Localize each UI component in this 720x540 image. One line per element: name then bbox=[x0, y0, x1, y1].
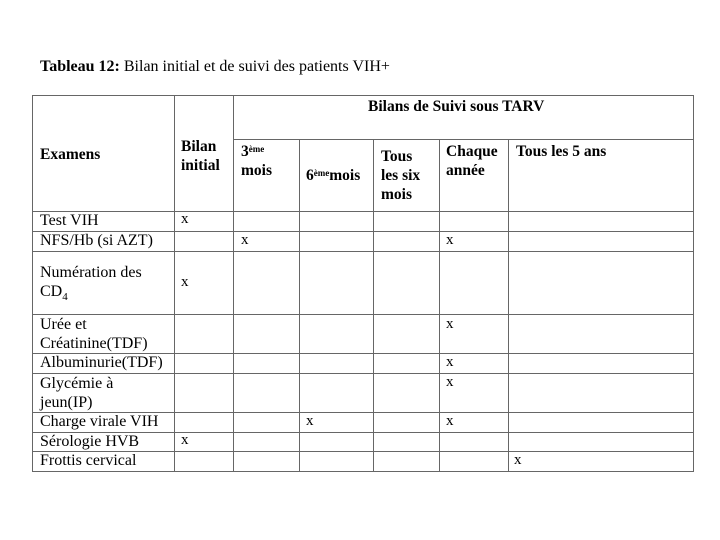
mark-x: x bbox=[446, 374, 454, 390]
yearly-header: Chaque année bbox=[446, 143, 498, 179]
grid-line bbox=[32, 373, 694, 374]
grid-line bbox=[32, 471, 694, 472]
grid-line bbox=[32, 251, 694, 252]
grid-line bbox=[373, 139, 374, 472]
grid-line bbox=[32, 95, 33, 472]
exam-name: Frottis cervical bbox=[40, 452, 137, 469]
mark-x: x bbox=[306, 413, 314, 429]
mark-x: x bbox=[181, 211, 189, 227]
caption-text: Bilan initial et de suivi des patients VIH+ bbox=[119, 58, 390, 75]
exam-name: Albuminurie(TDF) bbox=[40, 354, 163, 371]
exam-name: NFS/Hb (si AZT) bbox=[40, 232, 153, 249]
examens-header: Examens bbox=[40, 146, 101, 163]
exam-name: Charge virale VIH bbox=[40, 413, 159, 430]
mark-x: x bbox=[181, 432, 189, 448]
exam-name: Sérologie HVB bbox=[40, 433, 140, 450]
grid-line bbox=[439, 139, 440, 472]
grid-line bbox=[508, 139, 509, 472]
grid-line bbox=[233, 95, 234, 472]
mark-x: x bbox=[446, 354, 454, 370]
group-header: Bilans de Suivi sous TARV bbox=[368, 98, 545, 115]
mark-x: x bbox=[446, 232, 454, 248]
exam-name: Glycémie à jeun(IP) bbox=[40, 375, 114, 411]
month6-header: 6èmemois bbox=[306, 167, 361, 184]
exam-name: Numération des $CD_4$ bbox=[40, 264, 142, 303]
month3-header: 3ème mois bbox=[241, 143, 272, 179]
grid-line bbox=[174, 95, 175, 472]
grid-line bbox=[233, 139, 694, 140]
grid-line bbox=[32, 95, 694, 96]
table-caption bbox=[40, 58, 390, 76]
mark-x: x bbox=[446, 316, 454, 332]
bilan-initial-header: Bilan initial bbox=[181, 138, 220, 174]
mark-x: x bbox=[446, 413, 454, 429]
exam-name: Test VIH bbox=[40, 212, 99, 229]
mark-x: x bbox=[514, 452, 522, 468]
five-years-header: Tous les 5 ans bbox=[516, 143, 607, 160]
mark-x: x bbox=[181, 274, 189, 290]
grid-line bbox=[299, 139, 300, 472]
grid-line bbox=[693, 95, 694, 472]
mark-x: x bbox=[241, 232, 249, 248]
every-six-months-header: Tous les six mois bbox=[381, 148, 421, 203]
caption-label: Tableau 12: bbox=[40, 58, 120, 75]
exam-name: Urée et Créatinine(TDF) bbox=[40, 316, 148, 352]
grid-line bbox=[32, 211, 694, 212]
